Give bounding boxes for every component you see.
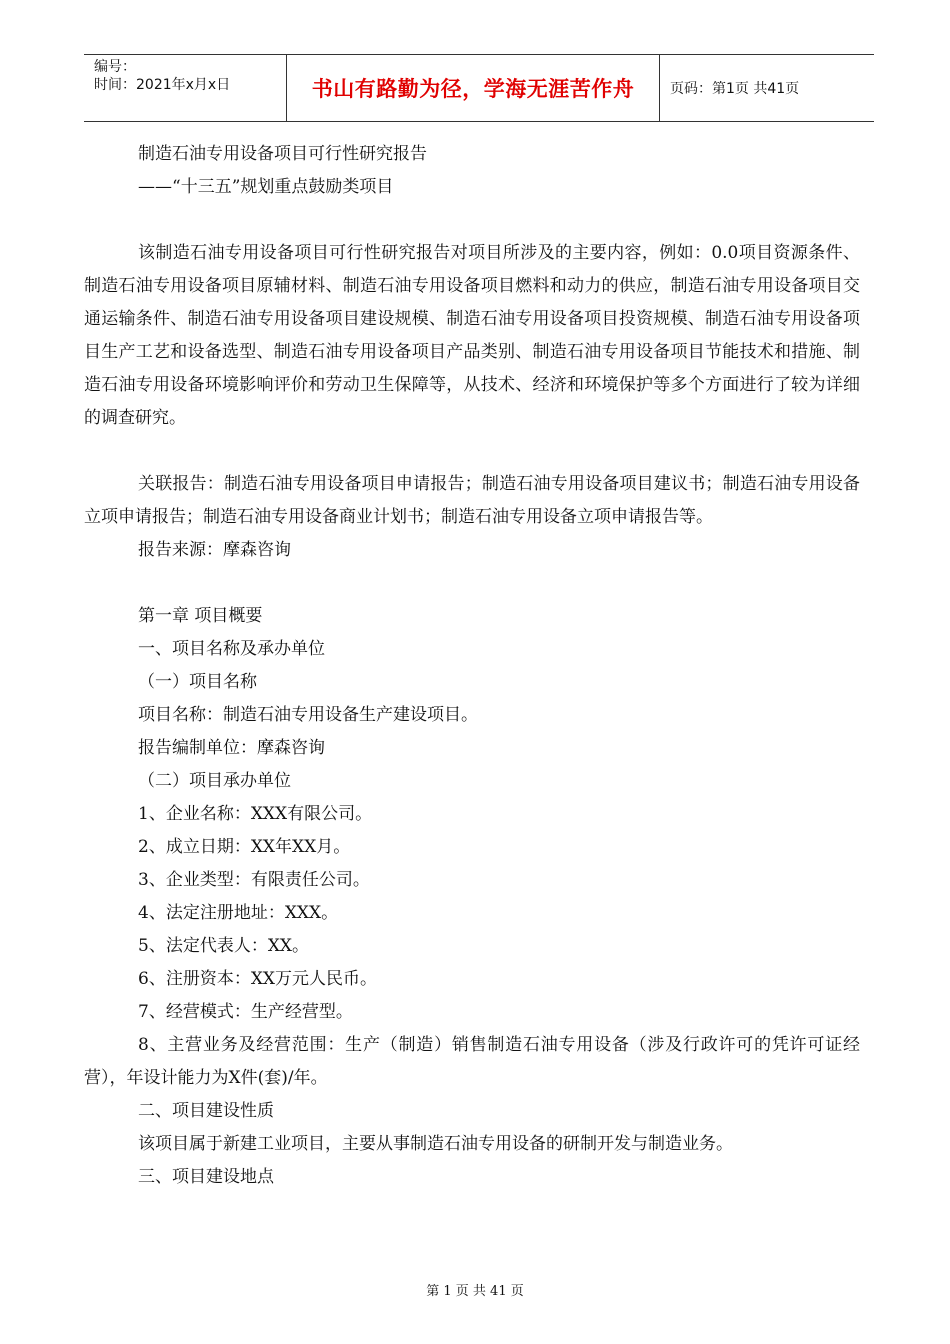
related-reports-paragraph: 关联报告：制造石油专用设备项目申请报告；制造石油专用设备项目建议书；制造石油专用设备立项申请报告；制造石油专用设备商业计划书；制造石油专用设备立项申请报告等。 [84, 474, 860, 527]
subsection-heading-2: （二）项目承办单位 [138, 771, 291, 791]
compiler-unit: 报告编制单位：摩森咨询 [138, 738, 325, 758]
list-item: 1、企业名称：XXX有限公司。 [138, 804, 373, 824]
project-nature: 该项目属于新建工业项目，主要从事制造石油专用设备的研制开发与制造业务。 [138, 1134, 733, 1154]
list-item: 5、法定代表人：XX。 [138, 936, 310, 956]
number-label: 编号： [94, 59, 136, 75]
section-heading-3: 三、项目建设地点 [138, 1167, 274, 1187]
header-page-info: 页码：第1页 共41页 [670, 81, 800, 97]
list-item: 7、经营模式：生产经营型。 [138, 1002, 353, 1022]
report-source: 报告来源：摩森咨询 [138, 540, 291, 560]
document-title: 制造石油专用设备项目可行性研究报告 [138, 144, 427, 164]
section-heading-1: 一、项目名称及承办单位 [138, 639, 325, 659]
list-item: 8、主营业务及经营范围：生产（制造）销售制造石油专用设备（涉及行政许可的凭许可证经营），年设计能力为X件(套)/年。 [84, 1035, 860, 1088]
time-label: 时间：2021年x月x日 [94, 77, 231, 93]
list-item: 2、成立日期：XX年XX月。 [138, 837, 351, 857]
intro-paragraph: 该制造石油专用设备项目可行性研究报告对项目所涉及的主要内容，例如：0.0项目资源条件、制造石油专用设备项目原辅材料、制造石油专用设备项目燃料和动力的供应，制造石油专用设备项目交通运输条件、制造石油专用设备项目建设规模、制造石油专用设备项目投资规模、制造石油专用设备项目生产工艺和设备选型、制造石油专用设备项目产品类别、制造石油专用设备项目节能技术和措施、制造石油专用设备环境影响评价和劳动卫生保障等，从技术、经济和环境保护等多个方面进行了较为详细的调查研究。 [84, 243, 860, 428]
chapter-heading: 第一章 项目概要 [138, 606, 263, 626]
section-heading-2: 二、项目建设性质 [138, 1101, 274, 1121]
project-name: 项目名称：制造石油专用设备生产建设项目。 [138, 705, 478, 725]
list-item: 3、企业类型：有限责任公司。 [138, 870, 370, 890]
subsection-heading-1: （一）项目名称 [138, 672, 257, 692]
document-body [84, 138, 860, 1194]
page-header [84, 54, 874, 122]
list-item: 4、法定注册地址：XXX。 [138, 903, 339, 923]
header-motto: 书山有路勤为径，学海无涯苦作舟 [286, 55, 660, 121]
list-item: 6、注册资本：XX万元人民币。 [138, 969, 378, 989]
header-meta [84, 55, 286, 121]
document-subtitle: ——“十三五”规划重点鼓励类项目 [138, 177, 394, 197]
page-footer: 第 1 页 共 41 页 [426, 1284, 524, 1299]
